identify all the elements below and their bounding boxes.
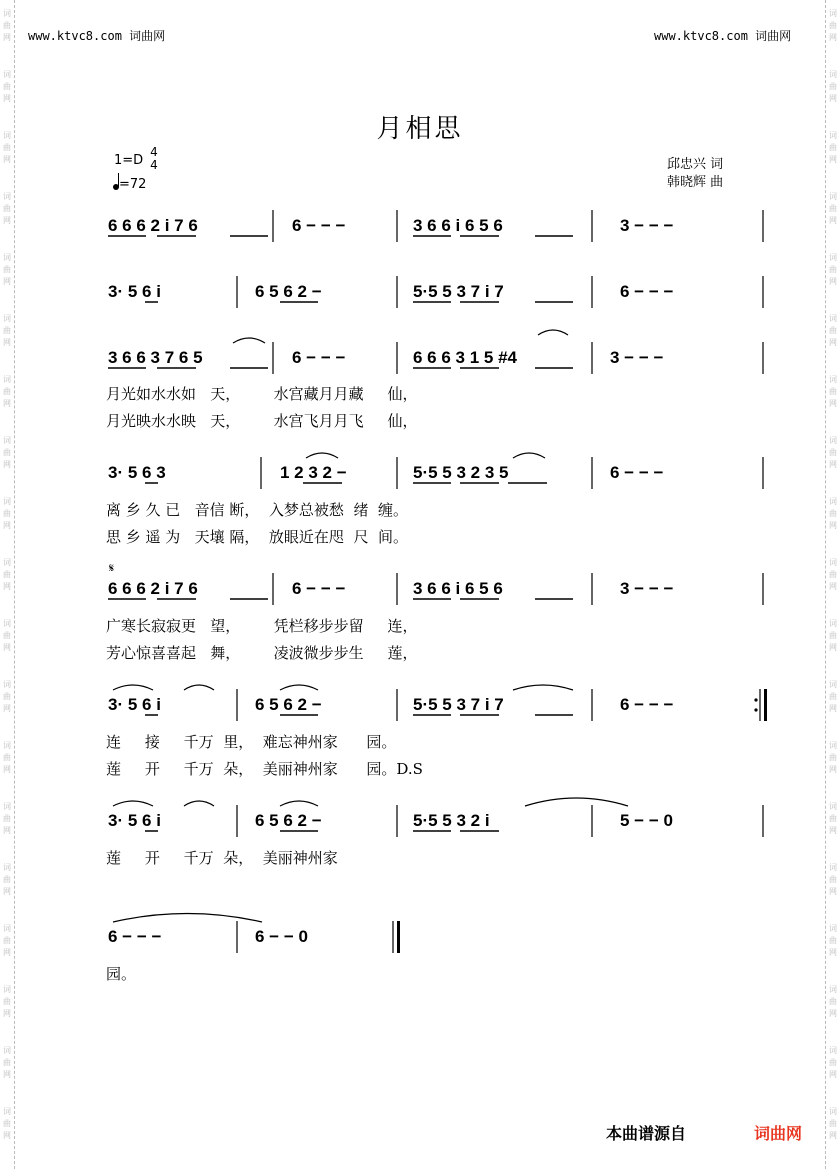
measure: 3 − − − bbox=[620, 216, 674, 235]
measure: 6 6 6 3 1 5 #4 bbox=[413, 348, 517, 367]
measure: 6 5 6 2 − bbox=[255, 811, 322, 830]
watermark-text: 词 曲 网 bbox=[3, 741, 11, 774]
time-sig-bottom: 4 bbox=[150, 158, 158, 172]
measure: 5 − − 0 bbox=[620, 811, 673, 830]
watermark-text: 词 曲 网 bbox=[3, 192, 11, 225]
tempo-value: =72 bbox=[119, 177, 147, 192]
watermark-text: 词 曲 网 bbox=[3, 985, 11, 1018]
measure: 5·5 5 3 7 i 7 bbox=[413, 695, 504, 714]
footer-source-label: 本曲谱源自 bbox=[606, 1124, 687, 1143]
watermark-text: 词 曲 网 bbox=[829, 924, 837, 957]
watermark-text: 词 曲 网 bbox=[829, 192, 837, 225]
watermark-text: 词 曲 网 bbox=[829, 619, 837, 652]
watermark-text: 词 曲 网 bbox=[3, 1107, 11, 1140]
measure: 3 − − − bbox=[610, 348, 664, 367]
measure: 6 − − − bbox=[620, 695, 674, 714]
time-sig-top: 4 bbox=[150, 145, 158, 159]
measure: 5·5 5 3 2 3 5 bbox=[413, 463, 509, 482]
song-title: 月相思 bbox=[376, 114, 464, 144]
watermark-text: 词 曲 网 bbox=[829, 558, 837, 591]
watermark-text: 词 曲 网 bbox=[829, 1046, 837, 1079]
measure: 6 − − − bbox=[610, 463, 664, 482]
measure: 3 − − − bbox=[620, 579, 674, 598]
watermark-text: 词 曲 网 bbox=[3, 9, 11, 42]
watermark-text: 词 曲 网 bbox=[829, 9, 837, 42]
lyric-line: 月光映水水映 天， 水宫飞月月飞 仙， bbox=[106, 412, 418, 430]
slur bbox=[113, 801, 153, 806]
measure: 3 6 6 3 7 6 5 bbox=[108, 348, 203, 367]
repeat-end-barline bbox=[764, 689, 767, 721]
measure: 1 2 3 2 − bbox=[280, 463, 347, 482]
repeat-dot bbox=[754, 708, 757, 711]
measure: 3· 5 6 i bbox=[108, 811, 161, 830]
watermark-text: 词 曲 网 bbox=[3, 497, 11, 530]
watermark-text: 词 曲 网 bbox=[829, 375, 837, 408]
lyric-line: 园。 bbox=[106, 965, 137, 983]
measure: 6 − − − bbox=[292, 348, 346, 367]
watermark-text: 词 曲 网 bbox=[3, 70, 11, 103]
slur bbox=[113, 914, 262, 923]
measure: 3 6 6 i 6 5 6 bbox=[413, 216, 503, 235]
watermark-text: 词 曲 网 bbox=[3, 680, 11, 713]
watermark-text: 词 曲 网 bbox=[3, 863, 11, 896]
measure: 5·5 5 3 7 i 7 bbox=[413, 282, 504, 301]
watermark-text: 词 曲 网 bbox=[3, 375, 11, 408]
measure: 6 6 6 2 i 7 6 bbox=[108, 216, 198, 235]
measure: 6 − − − bbox=[108, 927, 162, 946]
segno-sign: 𝄋 bbox=[109, 561, 115, 575]
measure: 6 − − − bbox=[620, 282, 674, 301]
watermark-text: 词 曲 网 bbox=[3, 314, 11, 347]
watermark-text: 词 曲 网 bbox=[829, 741, 837, 774]
key-signature: 1=D bbox=[114, 153, 144, 168]
watermark-text: 词 曲 网 bbox=[3, 253, 11, 286]
measure: 6 − − 0 bbox=[255, 927, 308, 946]
watermark-text: 词 曲 网 bbox=[3, 558, 11, 591]
slur bbox=[513, 685, 573, 690]
slur bbox=[513, 453, 545, 458]
slur bbox=[525, 798, 628, 806]
watermark-text: 词 曲 网 bbox=[3, 619, 11, 652]
slur bbox=[233, 338, 265, 343]
measure: 3 6 6 i 6 5 6 bbox=[413, 579, 503, 598]
lyric-line: 莲 开 千万 朵， 美丽神州家 bbox=[106, 849, 338, 867]
slur bbox=[184, 685, 214, 690]
lyric-line: 广寒长寂寂更 望， 凭栏移步步留 连， bbox=[106, 617, 418, 635]
composer-credit: 韩晓辉 曲 bbox=[667, 175, 724, 190]
lyric-line: 连 接 千万 里， 难忘神州家 园。 bbox=[106, 733, 397, 751]
watermark-text: 词 曲 网 bbox=[829, 314, 837, 347]
watermark-text: 词 曲 网 bbox=[829, 253, 837, 286]
lyric-line: 莲 开 千万 朵， 美丽神州家 园。D.S bbox=[106, 760, 423, 778]
watermark-text: 词 曲 网 bbox=[3, 802, 11, 835]
slur bbox=[538, 330, 568, 335]
measure: 5·5 5 3 2 i bbox=[413, 811, 490, 830]
watermark-text: 词 曲 网 bbox=[829, 70, 837, 103]
measure: 3· 5 6 i bbox=[108, 282, 161, 301]
watermark-text: 词 曲 网 bbox=[3, 924, 11, 957]
watermark-text: 词 曲 网 bbox=[3, 1046, 11, 1079]
measure: 3· 5 6 3 bbox=[108, 463, 166, 482]
watermark-text: 词 曲 网 bbox=[829, 436, 837, 469]
watermark-text: 词 曲 网 bbox=[829, 131, 837, 164]
measure: 6 5 6 2 − bbox=[255, 282, 322, 301]
slur bbox=[184, 801, 214, 806]
slur bbox=[306, 453, 338, 458]
slur bbox=[280, 801, 318, 806]
watermark-text: 词 曲 网 bbox=[829, 1107, 837, 1140]
watermark-text: 词 曲 网 bbox=[829, 985, 837, 1018]
measure: 3· 5 6 i bbox=[108, 695, 161, 714]
lyricist-credit: 邱忠兴 词 bbox=[667, 157, 724, 172]
lyric-line: 芳心惊喜喜起 舞， 凌波微步步生 莲， bbox=[106, 644, 418, 662]
lyric-line: 月光如水水如 天， 水宫藏月月藏 仙， bbox=[106, 385, 418, 403]
slur bbox=[280, 685, 318, 690]
slur bbox=[113, 685, 153, 690]
watermark-text: 词 曲 网 bbox=[3, 131, 11, 164]
watermark-text: 词 曲 网 bbox=[829, 680, 837, 713]
lyric-line: 思 乡 遥 为 天壤 隔， 放眼近在咫 尺 间。 bbox=[106, 528, 408, 546]
watermark-text: 词 曲 网 bbox=[3, 436, 11, 469]
watermark-text: 词 曲 网 bbox=[829, 497, 837, 530]
header-site-left: www.ktvc8.com 词曲网 bbox=[28, 29, 166, 43]
watermark-text: 词 曲 网 bbox=[829, 863, 837, 896]
measure: 6 − − − bbox=[292, 579, 346, 598]
measure: 6 6 6 2 i 7 6 bbox=[108, 579, 198, 598]
lyric-line: 离 乡 久 已 音信 断， 入梦总被愁 绪 缠。 bbox=[106, 501, 408, 519]
measure: 6 − − − bbox=[292, 216, 346, 235]
repeat-dot bbox=[754, 698, 757, 701]
watermark-text: 词 曲 网 bbox=[829, 802, 837, 835]
measure: 6 5 6 2 − bbox=[255, 695, 322, 714]
header-site-right: www.ktvc8.com 词曲网 bbox=[654, 29, 792, 43]
footer-source-site[interactable]: 词曲网 bbox=[754, 1124, 803, 1143]
final-barline bbox=[397, 921, 400, 953]
